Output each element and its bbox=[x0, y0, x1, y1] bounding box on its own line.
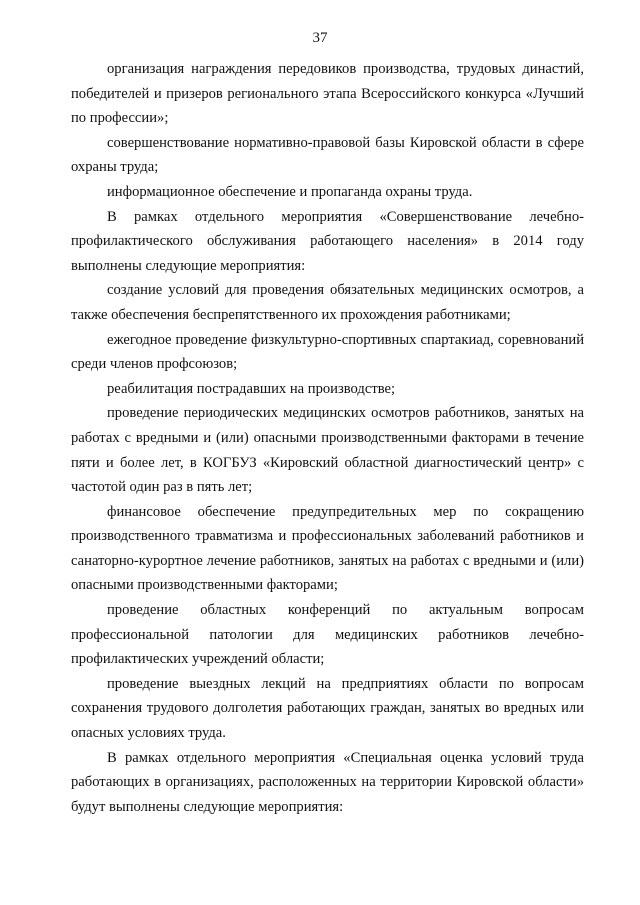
paragraph-spartakiads: ежегодное проведение физкультурно-спортивных спартакиад, соревнований среди членов профсоюзов; bbox=[71, 331, 584, 373]
paragraph-special-assessment-intro: В рамках отдельного мероприятия «Специальная оценка условий труда работающих в организациях, расположенных на территории Кировской области» будут выполнены следующие мероприятия: bbox=[71, 749, 584, 815]
page-number: 37 bbox=[312, 30, 328, 46]
paragraph-conferences: проведение областных конференций по актуальным вопросам профессиональной патологии для медицинских работников лечебно-профилактических учреждений области; bbox=[71, 602, 584, 668]
paragraph-medical-measure-intro: В рамках отдельного мероприятия «Совершенствование лечебно-профилактического обслуживания работающего населения» в 2014 году выполнены следующие мероприятия: bbox=[71, 208, 584, 274]
paragraph-lectures: проведение выездных лекций на предприятиях области по вопросам сохранения трудового долголетия работающих граждан, занятых во вредных или опасных условиях труда. bbox=[71, 675, 584, 742]
paragraph-financial-support: финансовое обеспечение предупредительных мер по сокращению производственного травматизма и профессиональных заболеваний работников и санаторно-курортное лечение работников, занятых на работах с вредными и (или) опасными производственными факторами; bbox=[71, 503, 584, 594]
document-body bbox=[71, 57, 584, 819]
paragraph-information: информационное обеспечение и пропаганда охраны труда. bbox=[107, 183, 473, 200]
paragraph-legal-base: совершенствование нормативно-правовой базы Кировской области в сфере охраны труда; bbox=[71, 134, 584, 176]
paragraph-periodic-checkups: проведение периодических медицинских осмотров работников, занятых на работах с вредными и (или) опасными производственными факторами в течение пяти и более лет, в КОГБУЗ «Кировский областной диагностический центр» с частотой один раз в пять лет; bbox=[71, 405, 584, 496]
paragraph-awards: организация награждения передовиков производства, трудовых династий, победителей и призеров регионального этапа Всероссийского конкурса «Лучший по профессии»; bbox=[71, 61, 584, 127]
paragraph-rehabilitation: реабилитация пострадавших на производстве; bbox=[107, 380, 396, 397]
paragraph-mandatory-checkups: создание условий для проведения обязательных медицинских осмотров, а также обеспечения беспрепятственного их прохождения работниками; bbox=[71, 282, 584, 323]
